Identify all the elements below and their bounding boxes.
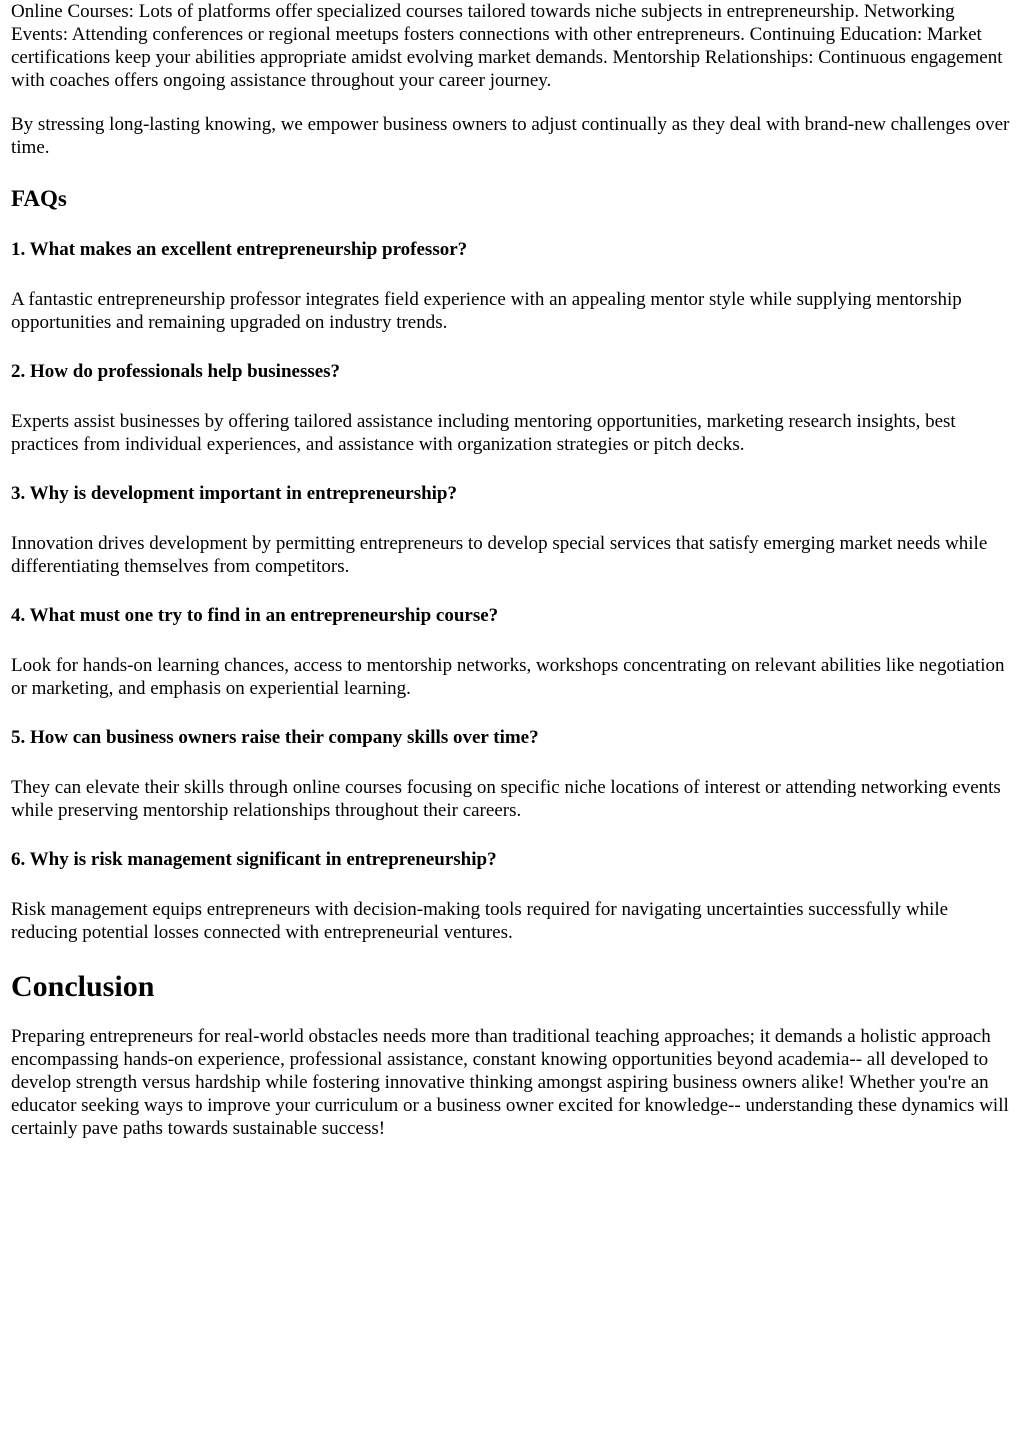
faq-answer: Innovation drives development by permitting entrepreneurs to develop special services that satisfy emerging market needs while differentiating themselves from competitors. (11, 533, 988, 577)
faq-question: 5. How can business owners raise their company skills over time? (11, 727, 539, 748)
faq-item (11, 360, 1014, 456)
faq-item (11, 604, 1014, 700)
faq-answer: A fantastic entrepreneurship professor integrates field experience with an appealing mentor style while supplying mentorship opportunities and remaining upgraded on industry trends. (11, 289, 962, 333)
faq-item (11, 848, 1014, 944)
faq-question: 4. What must one try to find in an entrepreneurship course? (11, 605, 499, 626)
conclusion-heading: Conclusion (11, 970, 155, 1003)
faq-question: 3. Why is development important in entrepreneurship? (11, 483, 457, 504)
faq-item (11, 482, 1014, 578)
faqs-heading: FAQs (11, 186, 67, 211)
faq-answer: Risk management equips entrepreneurs with decision-making tools required for navigating uncertainties successfully while reducing potential losses connected with entrepreneurial ventures. (11, 899, 949, 943)
faq-answer: Look for hands-on learning chances, access to mentorship networks, workshops concentrating on relevant abilities like negotiation or marketing, and emphasis on experiential learning. (11, 655, 1005, 699)
faq-answer: They can elevate their skills through online courses focusing on specific niche locations of interest or attending networking events while preserving mentorship relationships throughout their careers. (11, 777, 1001, 821)
faq-item (11, 238, 1014, 334)
conclusion-paragraph: Preparing entrepreneurs for real-world obstacles needs more than traditional teaching approaches; it demands a holistic approach encompassing hands-on experience, professional assistance, constant knowing opportunities beyond academia-- all developed to develop strength versus hardship while fostering innovative thinking amongst aspiring business owners alike! Whether you're an educator seeking ways to improve your curriculum or a business owner excited for knowledge-- understanding these dynamics will certainly pave paths towards sustainable success! (11, 1026, 1009, 1139)
faq-list (11, 238, 1014, 944)
faq-question: 6. Why is risk management significant in entrepreneurship? (11, 849, 497, 870)
faq-answer: Experts assist businesses by offering tailored assistance including mentoring opportunities, marketing research insights, best practices from individual experiences, and assistance with organization strategies or pitch decks. (11, 411, 956, 455)
faq-question: 1. What makes an excellent entrepreneurship professor? (11, 239, 468, 260)
lifelong-learning-paragraph: By stressing long-lasting knowing, we empower business owners to adjust continually as they deal with brand-new challenges over time. (11, 114, 1010, 158)
learning-options-paragraph: Online Courses: Lots of platforms offer specialized courses tailored towards niche subjects in entrepreneurship. Networking Events: Attending conferences or regional meetups fosters connections with other entrepreneurs. Continuing Education: Market certifications keep your abilities appropriate amidst evolving market demands. Mentorship Relationships: Continuous engagement with coaches offers ongoing assistance throughout your career journey. (11, 1, 1003, 91)
faq-question: 2. How do professionals help businesses? (11, 361, 341, 382)
faq-item (11, 726, 1014, 822)
